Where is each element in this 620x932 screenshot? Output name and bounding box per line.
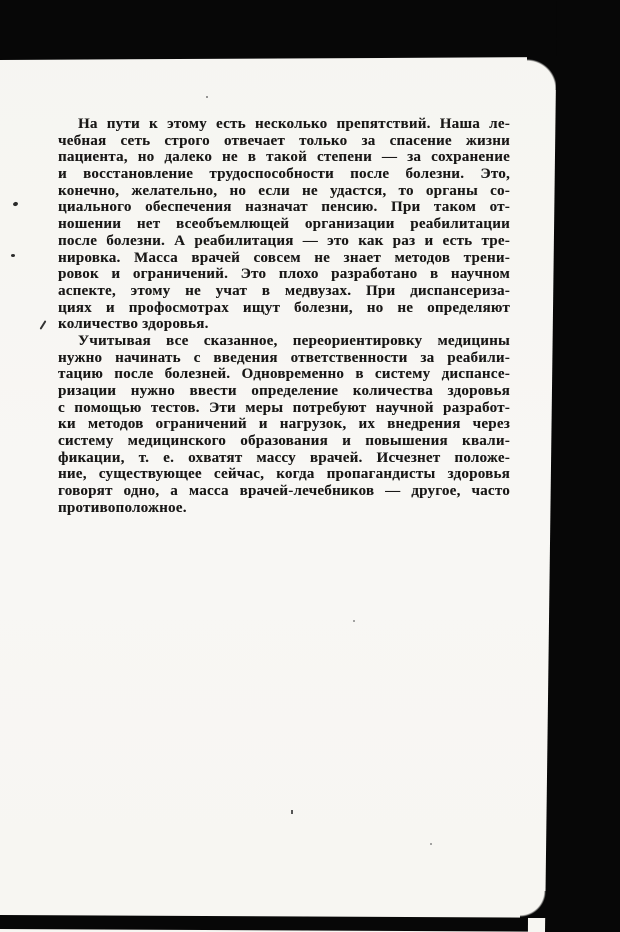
scan-border-top bbox=[0, 0, 620, 60]
text-line: ние, существующее сейчас, когда пропагандисты здоровья bbox=[58, 466, 510, 483]
text-line: нировка. Масса врачей совсем не знает методов трени- bbox=[58, 249, 510, 266]
text-line: после болезни. А реабилитация — это как раз и есть тре- bbox=[58, 232, 510, 249]
text-line: с помощью тестов. Эти меры потребуют научной разработ- bbox=[58, 399, 510, 416]
scan-border-bottom bbox=[0, 915, 528, 932]
scan-speck bbox=[11, 254, 15, 257]
text-line: ризации нужно ввести определение количества здоровья bbox=[58, 383, 510, 399]
text-block bbox=[58, 116, 510, 517]
scan-border-right bbox=[543, 0, 620, 932]
text-line: ки методов ограничений и нагрузок, их внедрения через bbox=[58, 416, 510, 433]
scan-speck bbox=[12, 201, 18, 206]
text-line: тацию после болезней. Одновременно в систему диспансе- bbox=[58, 366, 510, 383]
text-line: Учитывая все сказанное, переориентировку медицины bbox=[78, 332, 510, 349]
page-corner-bottom-right bbox=[520, 891, 547, 918]
scan-speck bbox=[430, 843, 432, 845]
text-line: пациента, но далеко не в такой степени — за сохранение bbox=[58, 149, 510, 166]
text-line: ношении нет всеобъемлющей организации реабилитации bbox=[58, 216, 510, 233]
scan-speck bbox=[206, 96, 208, 98]
text-line: ровок и ограничений. Это плохо разработано в научном bbox=[58, 266, 510, 283]
text-line: количество здоровья. bbox=[58, 316, 209, 333]
text-line: фикации, т. е. охватят массу врачей. Исчезнет положе- bbox=[58, 449, 510, 466]
scan-speck bbox=[40, 320, 47, 330]
text-line: и восстановление трудоспособности после болезни. Это, bbox=[58, 166, 510, 183]
text-line: конечно, желательно, но если не удастся, то органы со- bbox=[58, 182, 510, 199]
text-line: противоположное. bbox=[58, 499, 187, 516]
text-line: На пути к этому есть несколько препятствий. Наша ле- bbox=[78, 116, 510, 132]
text-line: нужно начинать с введения ответственности за реабили- bbox=[58, 349, 510, 366]
text-line: систему медицинского образования и повышения квали- bbox=[58, 433, 510, 450]
scan-speck bbox=[291, 810, 293, 814]
text-line: циях и профосмотрах ищут болезни, но не определяют bbox=[58, 299, 510, 316]
text-line: аспекте, этому не учат в медвузах. При диспансериза- bbox=[58, 282, 510, 299]
text-line: чебная сеть строго отвечает только за спасение жизни bbox=[58, 132, 510, 149]
scan-speck bbox=[353, 620, 355, 622]
text-line: циального обеспечения назначат пенсию. При таком от- bbox=[58, 199, 510, 216]
page-corner-top-right bbox=[527, 56, 558, 90]
text-line: говорят одно, а масса врачей-лечебников — другое, часто bbox=[58, 483, 510, 500]
